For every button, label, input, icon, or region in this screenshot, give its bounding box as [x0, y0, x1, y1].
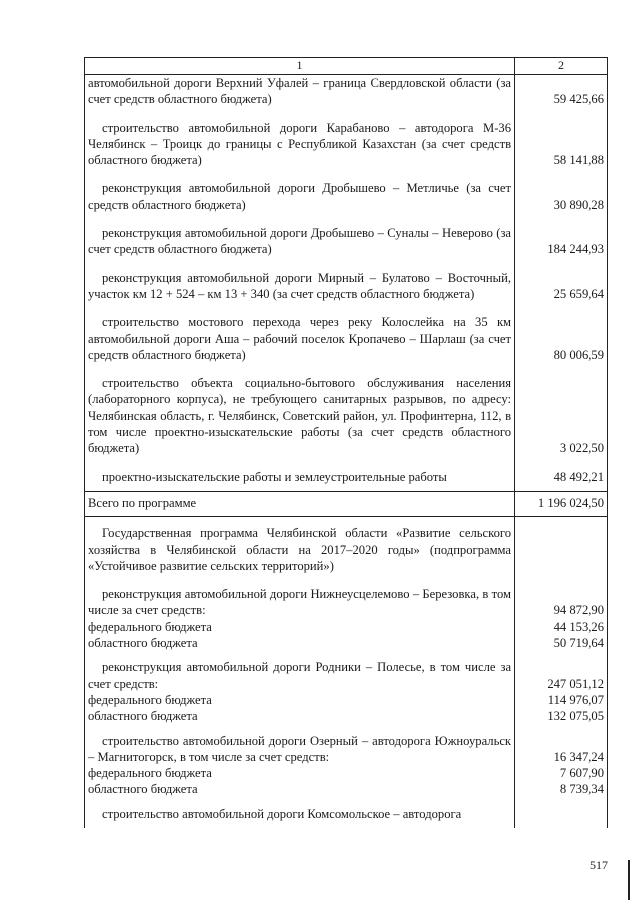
item-fed: 7 607,90	[559, 766, 604, 781]
item-fed: 114 976,07	[547, 692, 604, 707]
row-value: 184 244,93	[515, 217, 608, 262]
margin-mark	[628, 860, 630, 900]
item-obl-label: областного бюджета	[88, 782, 198, 797]
row-text: реконструкция автомобильной дороги Мирный – Булатово – Восточный, участок км 12 + 524 – км 13 + 340 (за счет средств областного бюджета)	[88, 270, 512, 301]
row-value: 48 492,21	[515, 461, 608, 492]
row-text: строительство объекта социально-бытового обслуживания населения (лабораторного корпуса), не требующего санитарных разрывов, по адресу: Челябинская область, г. Челябинск, Советский район, ул. Профинтерна, 112, в том числе проектно-изыскательские работы (за счет средств областного бюджета)	[88, 376, 512, 456]
table-row	[85, 798, 608, 828]
row-value: 58 141,88	[515, 112, 608, 173]
row-value: 59 425,66	[515, 75, 608, 112]
table-header-row	[85, 58, 608, 75]
row-text: реконструкция автомобильной дороги Дробышево – Суналы – Неверово (за счет средств областного бюджета)	[88, 226, 512, 257]
row-value: 80 006,59	[515, 306, 608, 367]
program-row	[85, 517, 608, 578]
item-total: 247 051,12	[547, 676, 604, 691]
item-total: 16 347,24	[553, 749, 604, 764]
table-row	[85, 112, 608, 173]
table-row	[85, 172, 608, 217]
table-row	[85, 367, 608, 460]
header-col-2: 2	[515, 58, 608, 75]
row-value: 3 022,50	[515, 367, 608, 460]
item-fed-label: федерального бюджета	[88, 619, 212, 634]
row-text: автомобильной дороги Верхний Уфалей – граница Свердловской области (за счет средств областного бюджета)	[88, 76, 512, 107]
row-text: реконструкция автомобильной дороги Дробышево – Метличье (за счет средств областного бюджета)	[88, 181, 512, 212]
row-text: строительство мостового перехода через реку Колослейка на 35 км автомобильной дороги Аша – рабочий поселок Кропачево – Шарлаш (за счет средств областного бюджета)	[88, 315, 512, 362]
table-row	[85, 651, 608, 724]
item-obl: 132 075,05	[547, 709, 604, 724]
table-row	[85, 217, 608, 262]
table-row	[85, 262, 608, 307]
item-fed: 44 153,26	[553, 619, 604, 634]
program-text: Государственная программа Челябинской области «Развитие сельского хозяйства в Челябинской области на 2017–2020 годы» (подпрограмма «Устойчивое развитие сельских территорий»)	[88, 526, 512, 573]
last-line-text: строительство автомобильной дороги Комсомольское – автодорога	[102, 806, 462, 821]
item-obl-label: областного бюджета	[88, 636, 198, 651]
row-value: 30 890,28	[515, 172, 608, 217]
item-title: строительство автомобильной дороги Озерный – автодорога Южноуральск – Магнитогорск, в том числе за счет средств:	[88, 733, 512, 764]
item-title: реконструкция автомобильной дороги Родники – Полесье, в том числе за счет средств:	[88, 660, 512, 691]
table-row	[85, 75, 608, 112]
item-total: 94 872,90	[553, 603, 604, 618]
total-value: 1 196 024,50	[515, 491, 608, 516]
table-row	[85, 578, 608, 651]
row-text: проектно-изыскательские работы и землеустроительные работы	[102, 469, 447, 484]
item-obl: 50 719,64	[553, 636, 604, 651]
item-obl-label: областного бюджета	[88, 709, 198, 724]
item-fed-label: федерального бюджета	[88, 692, 212, 707]
header-col-1: 1	[85, 58, 515, 75]
budget-table	[84, 57, 608, 828]
total-label: Всего по программе	[85, 491, 515, 516]
table-row	[85, 461, 608, 492]
item-obl: 8 739,34	[559, 782, 604, 797]
table-row	[85, 306, 608, 367]
item-fed-label: федерального бюджета	[88, 766, 212, 781]
total-row	[85, 491, 608, 516]
page-number: 517	[590, 858, 608, 872]
table-row	[85, 725, 608, 798]
item-title: реконструкция автомобильной дороги Нижнеусцелемово – Березовка, в том числе за счет средств:	[88, 587, 512, 618]
row-value: 25 659,64	[515, 262, 608, 307]
row-text: строительство автомобильной дороги Карабаново – автодорога М-36 Челябинск – Троицк до границы с Республикой Казахстан (за счет средств областного бюджета)	[88, 120, 512, 168]
